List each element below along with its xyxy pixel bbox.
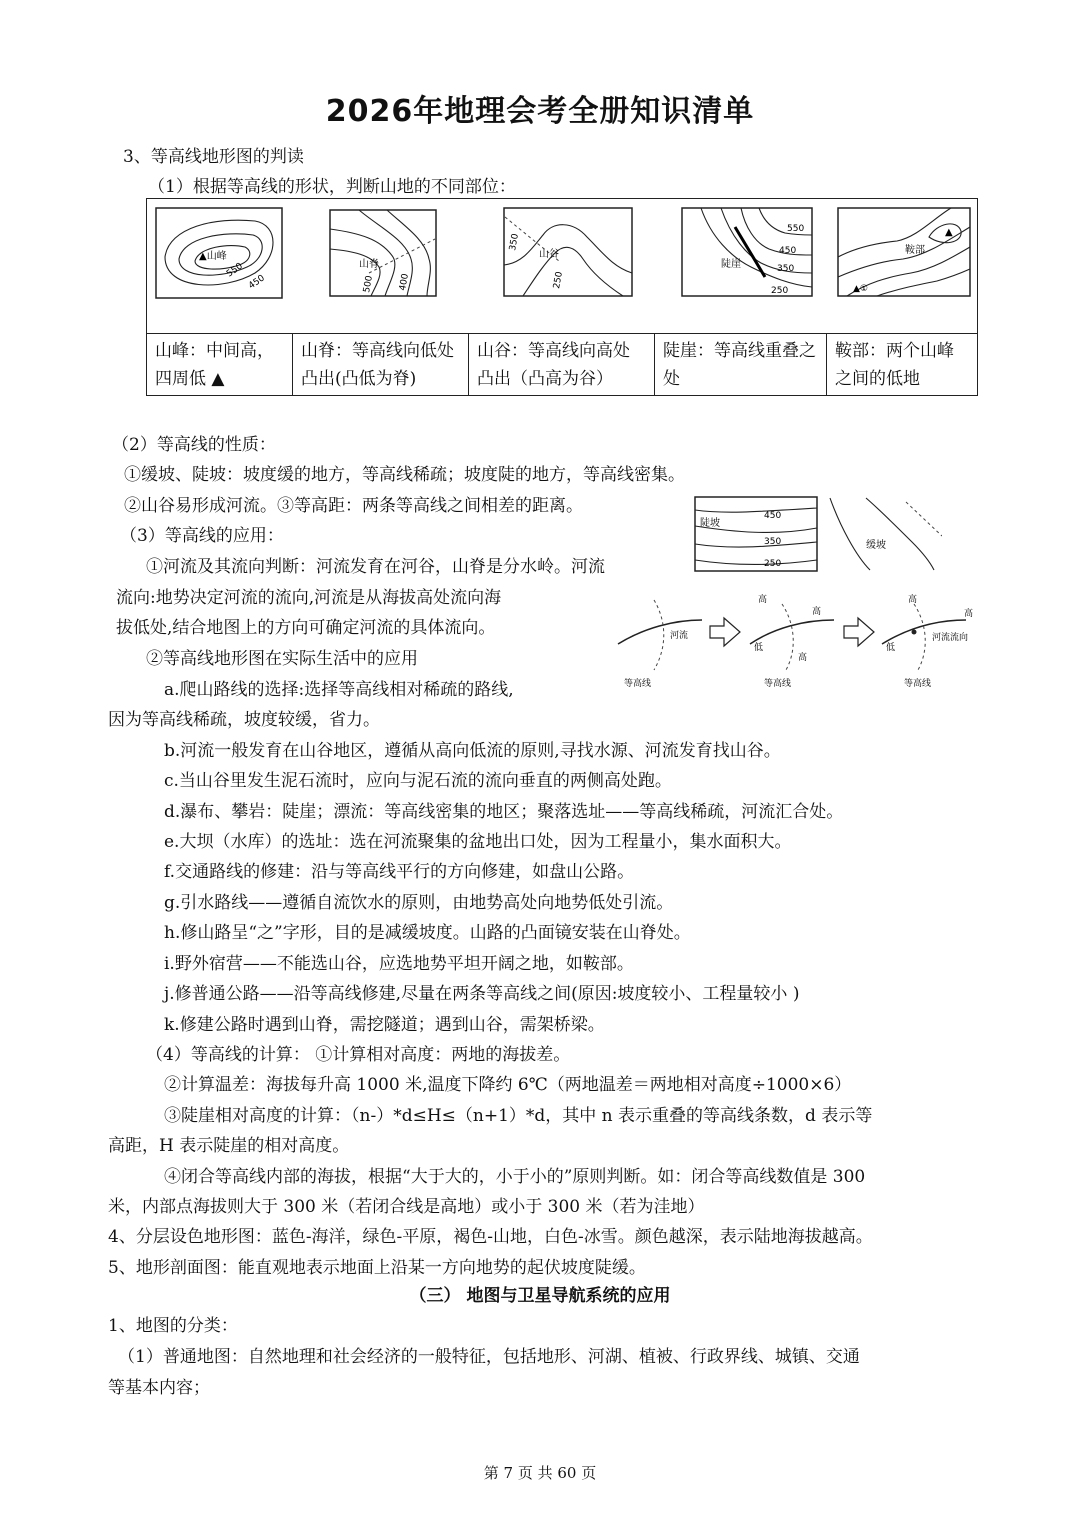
peak-contour-figure [155, 207, 283, 299]
svg-text:550: 550 [787, 224, 805, 234]
general-map-2: 等基本内容； [108, 1378, 210, 1398]
svg-text:350: 350 [508, 232, 521, 252]
para-slope: ①缓坡、陡坡：坡度缓的地方，等高线稀疏；坡度陡的地方，等高线密集。 [124, 465, 685, 485]
svg-text:400: 400 [398, 272, 411, 292]
arrow-icon [844, 618, 874, 646]
calc-cliff-1: ③陡崖相对高度的计算：（n-）*d≤H≤（n+1）*d，其中 n 表示重叠的等高线条数，d 表示等 [164, 1106, 873, 1126]
arrow-icon [710, 618, 740, 646]
svg-text:350: 350 [764, 537, 782, 547]
svg-text:河流: 河流 [670, 631, 689, 641]
svg-text:▲①: ▲① [853, 284, 868, 294]
svg-text:350: 350 [777, 264, 795, 274]
item-k: k.修建公路时遇到山脊，需挖隧道；遇到山谷，需架桥梁。 [164, 1015, 605, 1035]
calc-closed-2: 米，内部点海拔则大于 300 米（若闭合线是高地）或小于 300 米（若为洼地） [108, 1197, 705, 1217]
section-profile: 5、地形剖面图：能直观地表示地面上沿某一方向地势的起伏坡度陡缓。 [108, 1258, 646, 1278]
svg-text:550: 550 [224, 261, 245, 280]
subheading-shape: （1）根据等高线的形状，判断山地的不同部位： [148, 177, 516, 197]
caption-valley: 山谷：等高线向高处凸出（凸高为谷） [469, 333, 655, 395]
item-i: i.野外宿营——不能选山谷，应选地势平坦开阔之地，如鞍部。 [164, 954, 634, 974]
para-river-2: 流向:地势决定河流的流向,河流是从海拔高处流向海 [116, 588, 502, 608]
gentle-slope-label: 缓坡 [866, 540, 886, 551]
general-map-1: （1）普通地图：自然地理和社会经济的一般特征，包括地形、河湖、植被、行政界线、城镇、交通 [118, 1347, 860, 1367]
svg-text:高: 高 [908, 595, 918, 605]
steep-slope-figure [694, 496, 818, 572]
svg-text:450: 450 [246, 273, 267, 292]
subheading-properties: （2）等高线的性质： [112, 435, 276, 455]
saddle-label: 鞍部 [905, 245, 925, 256]
svg-text:河流流向: 河流流向 [932, 633, 969, 643]
steep-slope-label: 陡坡 [700, 518, 720, 529]
item-g: g.引水路线——遵循自流饮水的原则，由地势高处向地势低处引流。 [164, 893, 674, 913]
caption-saddle: 鞍部：两个山峰之间的低地 [835, 341, 954, 389]
subheading-calculation: （4）等高线的计算： ①计算相对高度：两地的海拔差。 [146, 1045, 571, 1065]
para-practical: ②等高线地形图在实际生活中的应用 [146, 649, 418, 669]
caption-peak: 山峰：中间高，四周低 ▲ [147, 333, 293, 395]
calc-closed-1: ④闭合等高线内部的海拔，根据“大于大的，小于小的”原则判断。如：闭合等高线数值是 300 [164, 1167, 866, 1187]
para-valley-interval: ②山谷易形成河流。③等高距：两条等高线之间相差的距离。 [124, 496, 583, 516]
svg-text:高: 高 [812, 607, 822, 617]
svg-text:250: 250 [552, 270, 565, 290]
svg-text:250: 250 [771, 286, 789, 296]
svg-text:250: 250 [764, 559, 782, 569]
subheading-application: （3）等高线的应用： [120, 526, 284, 546]
item-c: c.当山谷里发生泥石流时，应向与泥石流的流向垂直的两侧高处跑。 [164, 771, 672, 791]
valley-contour-figure [503, 207, 633, 297]
river-flow-diagram [614, 590, 976, 690]
svg-text:500: 500 [362, 274, 375, 294]
svg-text:高: 高 [798, 653, 808, 663]
page-title: 2026年地理会考全册知识清单 [325, 94, 755, 129]
svg-text:高: 高 [964, 609, 974, 619]
figure-row [147, 199, 977, 334]
svg-text:等高线: 等高线 [904, 679, 932, 689]
map-types-heading: 1、地图的分类： [108, 1316, 238, 1336]
part-three-heading: （三） 地图与卫星导航系统的应用 [409, 1286, 671, 1306]
saddle-contour-figure [837, 207, 971, 297]
svg-text:▲: ▲ [945, 227, 953, 238]
valley-label: 山谷 [539, 249, 559, 260]
item-d: d.瀑布、攀岩：陡崖；漂流：等高线密集的地区；聚落选址——等高线稀疏，河流汇合处。 [164, 802, 844, 822]
svg-text:等高线: 等高线 [624, 679, 652, 689]
calc-cliff-2: 高距，H 表示陡崖的相对高度。 [108, 1136, 350, 1156]
svg-text:低: 低 [886, 643, 896, 653]
caption-ridge: 山脊：等高线向低处凸出(凸低为脊) [293, 333, 469, 395]
para-river-3: 拔低处,结合地图上的方向可确定河流的具体流向。 [116, 618, 496, 638]
svg-text:450: 450 [764, 511, 782, 521]
item-h: h.修山路呈“之”字形，目的是减缓坡度。山路的凸面镜安装在山脊处。 [164, 923, 691, 943]
peak-label: ▲山峰 [199, 251, 227, 262]
item-e: e.大坝（水库）的选址：选在河流聚集的盆地出口处，因为工程量小，集水面积大。 [164, 832, 792, 852]
cliff-label: 陡崖 [721, 259, 741, 270]
svg-text:等高线: 等高线 [764, 679, 792, 689]
item-b: b.河流一般发育在山谷地区，遵循从高向低流的原则,寻找水源、河流发育找山谷。 [164, 741, 781, 761]
gentle-slope-figure [826, 496, 942, 572]
para-river-1: ①河流及其流向判断：河流发育在河谷，山脊是分水岭。河流 [146, 557, 605, 577]
item-j: j.修普通公路——沿等高线修建,尽量在两条等高线之间(原因:坡度较小、工程量较小 ) [164, 984, 800, 1004]
page-number: 第 7 页 共 60 页 [483, 1464, 597, 1482]
section-heading-contour: 3、等高线地形图的判读 [123, 147, 304, 167]
section-layered-color: 4、分层设色地形图：蓝色-海洋，绿色-平原，褐色-山地，白色-冰雪。颜色越深，表示陆地海拔越高。 [108, 1227, 873, 1247]
svg-text:低: 低 [754, 643, 764, 653]
ridge-label: 山脊 [359, 259, 379, 270]
item-f: f.交通路线的修建：沿与等高线平行的方向修建，如盘山公路。 [164, 862, 635, 882]
landform-figure-table [146, 198, 978, 396]
svg-text:450: 450 [779, 246, 797, 256]
cliff-contour-figure [681, 207, 813, 297]
caption-cliff: 陡崖：等高线重叠之处 [655, 333, 827, 395]
item-a-2: 因为等高线稀疏，坡度较缓，省力。 [108, 710, 380, 730]
svg-text:高: 高 [758, 595, 768, 605]
item-a-1: a.爬山路线的选择:选择等高线相对稀疏的路线, [164, 680, 514, 700]
calc-temperature: ②计算温差：海拔每升高 1000 米,温度下降约 6℃（两地温差＝两地相对高度÷1000×6） [164, 1075, 852, 1095]
ridge-contour-figure [329, 209, 437, 297]
